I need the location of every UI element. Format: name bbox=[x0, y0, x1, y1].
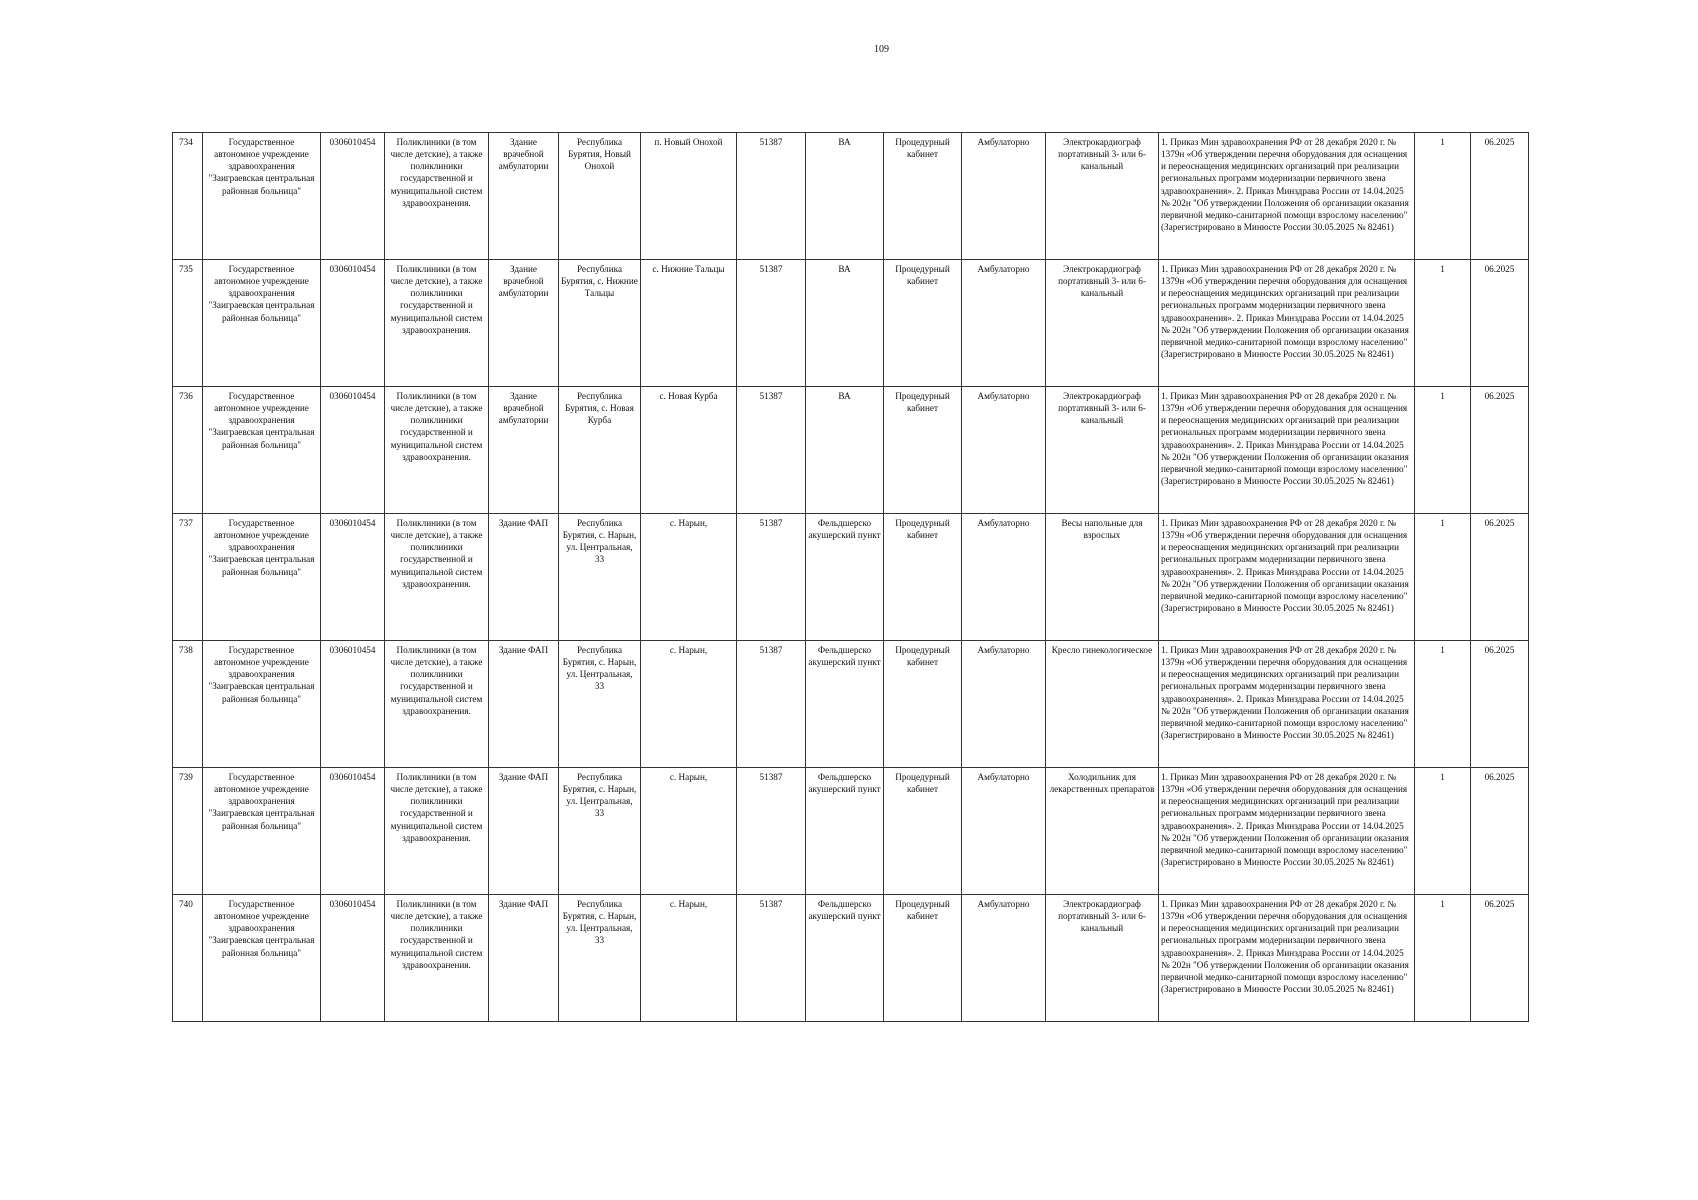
table-body bbox=[173, 133, 1529, 1022]
organization-type: Поликлиники (в том числе детские), а также поликлиники государственной и муниципальной систем здравоохранения. bbox=[385, 641, 489, 768]
organization-type: Поликлиники (в том числе детские), а также поликлиники государственной и муниципальной систем здравоохранения. bbox=[385, 895, 489, 1022]
organization-code: 0306010454 bbox=[321, 768, 385, 895]
organization-name: Государственное автономное учреждение здравоохранения "Заиграевская центральная районная больница" bbox=[203, 768, 321, 895]
quantity: 1 bbox=[1415, 260, 1471, 387]
index-code: 51387 bbox=[737, 641, 806, 768]
room-type: Процедурный кабинет bbox=[884, 895, 962, 1022]
organization-code: 0306010454 bbox=[321, 133, 385, 260]
unit-type: ВА bbox=[806, 260, 884, 387]
legal-basis: 1. Приказ Мин здравоохранения РФ от 28 декабря 2020 г. № 1379н «Об утверждении перечня оборудования для оснащения и переоснащения медицинских организаций при реализации региональных программ модернизации первичного звена здравоохранения». 2. Приказ Минздрава России от 14.04.2025 № 202н "Об утверждении Положения об организации оказания первичной медико-санитарной помощи взрослому населению" (Зарегистрировано в Минюсте России 30.05.2025 № 82461) bbox=[1159, 387, 1415, 514]
settlement: с. Нижние Тальцы bbox=[641, 260, 737, 387]
settlement: с. Нарын, bbox=[641, 895, 737, 1022]
table-row bbox=[173, 514, 1529, 641]
address: Республика Бурятия, с. Новая Курба bbox=[559, 387, 641, 514]
row-number: 735 bbox=[173, 260, 203, 387]
row-number: 738 bbox=[173, 641, 203, 768]
table-row bbox=[173, 768, 1529, 895]
quantity: 1 bbox=[1415, 133, 1471, 260]
table-row bbox=[173, 133, 1529, 260]
index-code: 51387 bbox=[737, 768, 806, 895]
settlement: п. Новый Онохой bbox=[641, 133, 737, 260]
equipment-name: Электрокардиограф портативный 3- или 6-канальный bbox=[1046, 387, 1159, 514]
room-type: Процедурный кабинет bbox=[884, 260, 962, 387]
equipment-name: Кресло гинекологическое bbox=[1046, 641, 1159, 768]
page-number: 109 bbox=[874, 44, 889, 55]
quantity: 1 bbox=[1415, 387, 1471, 514]
care-conditions: Амбулаторно bbox=[962, 133, 1046, 260]
unit-type: Фельдшерско акушерский пункт bbox=[806, 641, 884, 768]
legal-basis: 1. Приказ Мин здравоохранения РФ от 28 декабря 2020 г. № 1379н «Об утверждении перечня оборудования для оснащения и переоснащения медицинских организаций при реализации региональных программ модернизации первичного звена здравоохранения». 2. Приказ Минздрава России от 14.04.2025 № 202н "Об утверждении Положения об организации оказания первичной медико-санитарной помощи взрослому населению" (Зарегистрировано в Минюсте России 30.05.2025 № 82461) bbox=[1159, 514, 1415, 641]
building-type: Здание врачебной амбулатории bbox=[489, 387, 559, 514]
organization-name: Государственное автономное учреждение здравоохранения "Заиграевская центральная районная больница" bbox=[203, 514, 321, 641]
row-number: 736 bbox=[173, 387, 203, 514]
quantity: 1 bbox=[1415, 768, 1471, 895]
unit-type: Фельдшерско акушерский пункт bbox=[806, 514, 884, 641]
equipment-name: Холодильник для лекарственных препаратов bbox=[1046, 768, 1159, 895]
delivery-date: 06.2025 bbox=[1471, 895, 1529, 1022]
address: Республика Бурятия, с. Нарын, ул. Центральная, 33 bbox=[559, 895, 641, 1022]
care-conditions: Амбулаторно bbox=[962, 260, 1046, 387]
organization-type: Поликлиники (в том числе детские), а также поликлиники государственной и муниципальной систем здравоохранения. bbox=[385, 133, 489, 260]
table-row bbox=[173, 895, 1529, 1022]
index-code: 51387 bbox=[737, 895, 806, 1022]
organization-code: 0306010454 bbox=[321, 260, 385, 387]
row-number: 734 bbox=[173, 133, 203, 260]
organization-type: Поликлиники (в том числе детские), а также поликлиники государственной и муниципальной систем здравоохранения. bbox=[385, 387, 489, 514]
care-conditions: Амбулаторно bbox=[962, 895, 1046, 1022]
index-code: 51387 bbox=[737, 387, 806, 514]
care-conditions: Амбулаторно bbox=[962, 514, 1046, 641]
delivery-date: 06.2025 bbox=[1471, 260, 1529, 387]
delivery-date: 06.2025 bbox=[1471, 514, 1529, 641]
organization-type: Поликлиники (в том числе детские), а также поликлиники государственной и муниципальной систем здравоохранения. bbox=[385, 514, 489, 641]
room-type: Процедурный кабинет bbox=[884, 133, 962, 260]
organization-type: Поликлиники (в том числе детские), а также поликлиники государственной и муниципальной систем здравоохранения. bbox=[385, 260, 489, 387]
equipment-name: Весы напольные для взрослых bbox=[1046, 514, 1159, 641]
organization-name: Государственное автономное учреждение здравоохранения "Заиграевская центральная районная больница" bbox=[203, 895, 321, 1022]
organization-type: Поликлиники (в том числе детские), а также поликлиники государственной и муниципальной систем здравоохранения. bbox=[385, 768, 489, 895]
organization-code: 0306010454 bbox=[321, 641, 385, 768]
legal-basis: 1. Приказ Мин здравоохранения РФ от 28 декабря 2020 г. № 1379н «Об утверждении перечня оборудования для оснащения и переоснащения медицинских организаций при реализации региональных программ модернизации первичного звена здравоохранения». 2. Приказ Минздрава России от 14.04.2025 № 202н "Об утверждении Положения об организации оказания первичной медико-санитарной помощи взрослому населению" (Зарегистрировано в Минюсте России 30.05.2025 № 82461) bbox=[1159, 641, 1415, 768]
building-type: Здание ФАП bbox=[489, 768, 559, 895]
unit-type: ВА bbox=[806, 133, 884, 260]
room-type: Процедурный кабинет bbox=[884, 641, 962, 768]
address: Республика Бурятия, Новый Онохой bbox=[559, 133, 641, 260]
care-conditions: Амбулаторно bbox=[962, 641, 1046, 768]
row-number: 740 bbox=[173, 895, 203, 1022]
building-type: Здание врачебной амбулатории bbox=[489, 260, 559, 387]
delivery-date: 06.2025 bbox=[1471, 133, 1529, 260]
legal-basis: 1. Приказ Мин здравоохранения РФ от 28 декабря 2020 г. № 1379н «Об утверждении перечня оборудования для оснащения и переоснащения медицинских организаций при реализации региональных программ модернизации первичного звена здравоохранения». 2. Приказ Минздрава России от 14.04.2025 № 202н "Об утверждении Положения об организации оказания первичной медико-санитарной помощи взрослому населению" (Зарегистрировано в Минюсте России 30.05.2025 № 82461) bbox=[1159, 133, 1415, 260]
equipment-name: Электрокардиограф портативный 3- или 6-канальный bbox=[1046, 133, 1159, 260]
unit-type: Фельдшерско акушерский пункт bbox=[806, 895, 884, 1022]
room-type: Процедурный кабинет bbox=[884, 514, 962, 641]
equipment-registry-table bbox=[172, 132, 1529, 1022]
building-type: Здание ФАП bbox=[489, 514, 559, 641]
row-number: 737 bbox=[173, 514, 203, 641]
row-number: 739 bbox=[173, 768, 203, 895]
organization-name: Государственное автономное учреждение здравоохранения "Заиграевская центральная районная больница" bbox=[203, 641, 321, 768]
address: Республика Бурятия, с. Нарын, ул. Центральная, 33 bbox=[559, 641, 641, 768]
organization-code: 0306010454 bbox=[321, 514, 385, 641]
delivery-date: 06.2025 bbox=[1471, 641, 1529, 768]
quantity: 1 bbox=[1415, 641, 1471, 768]
settlement: с. Нарын, bbox=[641, 768, 737, 895]
settlement: с. Нарын, bbox=[641, 641, 737, 768]
organization-name: Государственное автономное учреждение здравоохранения "Заиграевская центральная районная больница" bbox=[203, 260, 321, 387]
room-type: Процедурный кабинет bbox=[884, 768, 962, 895]
legal-basis: 1. Приказ Мин здравоохранения РФ от 28 декабря 2020 г. № 1379н «Об утверждении перечня оборудования для оснащения и переоснащения медицинских организаций при реализации региональных программ модернизации первичного звена здравоохранения». 2. Приказ Минздрава России от 14.04.2025 № 202н "Об утверждении Положения об организации оказания первичной медико-санитарной помощи взрослому населению" (Зарегистрировано в Минюсте России 30.05.2025 № 82461) bbox=[1159, 260, 1415, 387]
care-conditions: Амбулаторно bbox=[962, 387, 1046, 514]
quantity: 1 bbox=[1415, 514, 1471, 641]
building-type: Здание ФАП bbox=[489, 641, 559, 768]
settlement: с. Новая Курба bbox=[641, 387, 737, 514]
index-code: 51387 bbox=[737, 133, 806, 260]
room-type: Процедурный кабинет bbox=[884, 387, 962, 514]
building-type: Здание врачебной амбулатории bbox=[489, 133, 559, 260]
organization-name: Государственное автономное учреждение здравоохранения "Заиграевская центральная районная больница" bbox=[203, 133, 321, 260]
address: Республика Бурятия, с. Нижние Тальцы bbox=[559, 260, 641, 387]
legal-basis: 1. Приказ Мин здравоохранения РФ от 28 декабря 2020 г. № 1379н «Об утверждении перечня оборудования для оснащения и переоснащения медицинских организаций при реализации региональных программ модернизации первичного звена здравоохранения». 2. Приказ Минздрава России от 14.04.2025 № 202н "Об утверждении Положения об организации оказания первичной медико-санитарной помощи взрослому населению" (Зарегистрировано в Минюсте России 30.05.2025 № 82461) bbox=[1159, 895, 1415, 1022]
table-row bbox=[173, 641, 1529, 768]
building-type: Здание ФАП bbox=[489, 895, 559, 1022]
settlement: с. Нарын, bbox=[641, 514, 737, 641]
index-code: 51387 bbox=[737, 514, 806, 641]
address: Республика Бурятия, с. Нарын, ул. Центральная, 33 bbox=[559, 514, 641, 641]
unit-type: ВА bbox=[806, 387, 884, 514]
table-row bbox=[173, 260, 1529, 387]
equipment-name: Электрокардиограф портативный 3- или 6-канальный bbox=[1046, 260, 1159, 387]
unit-type: Фельдшерско акушерский пункт bbox=[806, 768, 884, 895]
organization-name: Государственное автономное учреждение здравоохранения "Заиграевская центральная районная больница" bbox=[203, 387, 321, 514]
legal-basis: 1. Приказ Мин здравоохранения РФ от 28 декабря 2020 г. № 1379н «Об утверждении перечня оборудования для оснащения и переоснащения медицинских организаций при реализации региональных программ модернизации первичного звена здравоохранения». 2. Приказ Минздрава России от 14.04.2025 № 202н "Об утверждении Положения об организации оказания первичной медико-санитарной помощи взрослому населению" (Зарегистрировано в Минюсте России 30.05.2025 № 82461) bbox=[1159, 768, 1415, 895]
organization-code: 0306010454 bbox=[321, 387, 385, 514]
care-conditions: Амбулаторно bbox=[962, 768, 1046, 895]
organization-code: 0306010454 bbox=[321, 895, 385, 1022]
index-code: 51387 bbox=[737, 260, 806, 387]
quantity: 1 bbox=[1415, 895, 1471, 1022]
delivery-date: 06.2025 bbox=[1471, 768, 1529, 895]
address: Республика Бурятия, с. Нарын, ул. Центральная, 33 bbox=[559, 768, 641, 895]
table-row bbox=[173, 387, 1529, 514]
delivery-date: 06.2025 bbox=[1471, 387, 1529, 514]
equipment-name: Электрокардиограф портативный 3- или 6-канальный bbox=[1046, 895, 1159, 1022]
